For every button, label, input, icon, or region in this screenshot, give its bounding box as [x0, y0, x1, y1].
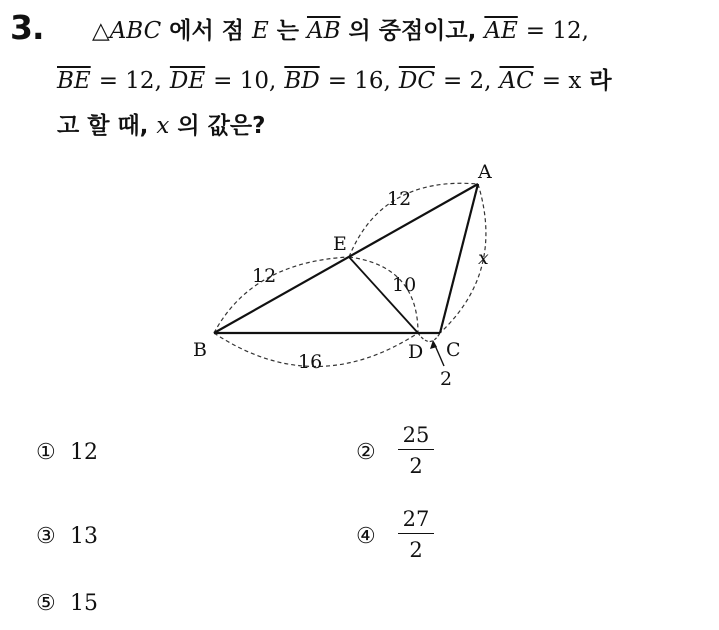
option-4-fraction — [398, 507, 434, 562]
segment-ba — [214, 184, 478, 333]
point-e: E — [251, 18, 269, 44]
label-e: E — [333, 233, 347, 255]
variable-x: x — [156, 113, 170, 139]
value-de: = 10, — [213, 68, 277, 94]
text-neun: 는 — [276, 18, 299, 44]
option-1-value: 12 — [70, 440, 98, 465]
length-ae: 12 — [387, 188, 412, 210]
option-3-value: 13 — [70, 524, 98, 549]
segment-dc: $\overline{DC}$ — [398, 68, 435, 94]
label-a: A — [478, 161, 492, 183]
segment-ca — [440, 184, 478, 333]
value-ac: = x — [541, 68, 582, 94]
option-2-numerator: 25 — [398, 423, 434, 450]
option-2-fraction — [398, 423, 434, 478]
option-4-denominator: 2 — [409, 538, 423, 562]
text-value-question: 의 값은? — [177, 113, 266, 139]
option-5-mark: ⑤ — [36, 591, 56, 616]
text-ra: 라 — [589, 68, 612, 94]
option-4-numerator: 27 — [398, 507, 434, 534]
segment-ae: $\overline{AE}$ — [484, 18, 518, 44]
value-dc: = 2, — [442, 68, 492, 94]
value-be: = 12, — [98, 68, 162, 94]
option-5[interactable] — [36, 591, 98, 616]
segment-bd: $\overline{BD}$ — [284, 68, 320, 94]
option-5-value: 15 — [70, 591, 98, 616]
option-2-denominator: 2 — [409, 454, 423, 478]
length-de: 10 — [392, 274, 417, 296]
label-d: D — [408, 341, 424, 363]
option-2-mark: ② — [356, 440, 376, 465]
label-b: B — [193, 339, 207, 361]
label-c: C — [446, 339, 461, 361]
segment-de: $\overline{DE}$ — [169, 68, 206, 94]
segment-ab: $\overline{AB}$ — [306, 18, 341, 44]
option-4[interactable] — [356, 524, 390, 549]
length-be: 12 — [252, 265, 277, 287]
option-3[interactable] — [36, 524, 98, 549]
text-midpoint: 의 중점이고, — [348, 18, 477, 44]
length-bd: 16 — [298, 351, 323, 373]
value-bd: = 16, — [327, 68, 391, 94]
text-go-hal-ttae: 고 할 때, — [57, 113, 149, 139]
length-ac: x — [478, 247, 489, 269]
option-3-mark: ③ — [36, 524, 56, 549]
text-eseo-jeom: 에서 점 — [169, 18, 244, 44]
segment-be: $\overline{BE}$ — [57, 68, 91, 94]
segment-ac: $\overline{AC}$ — [499, 68, 534, 94]
option-4-mark: ④ — [356, 524, 376, 549]
option-1-mark: ① — [36, 440, 56, 465]
option-2[interactable] — [356, 440, 390, 465]
value-ae: = 12, — [525, 18, 589, 44]
question-number: 3. — [10, 8, 44, 47]
option-1[interactable] — [36, 440, 98, 465]
length-dc: 2 — [440, 368, 453, 390]
triangle-abc: △ABC — [92, 18, 162, 44]
